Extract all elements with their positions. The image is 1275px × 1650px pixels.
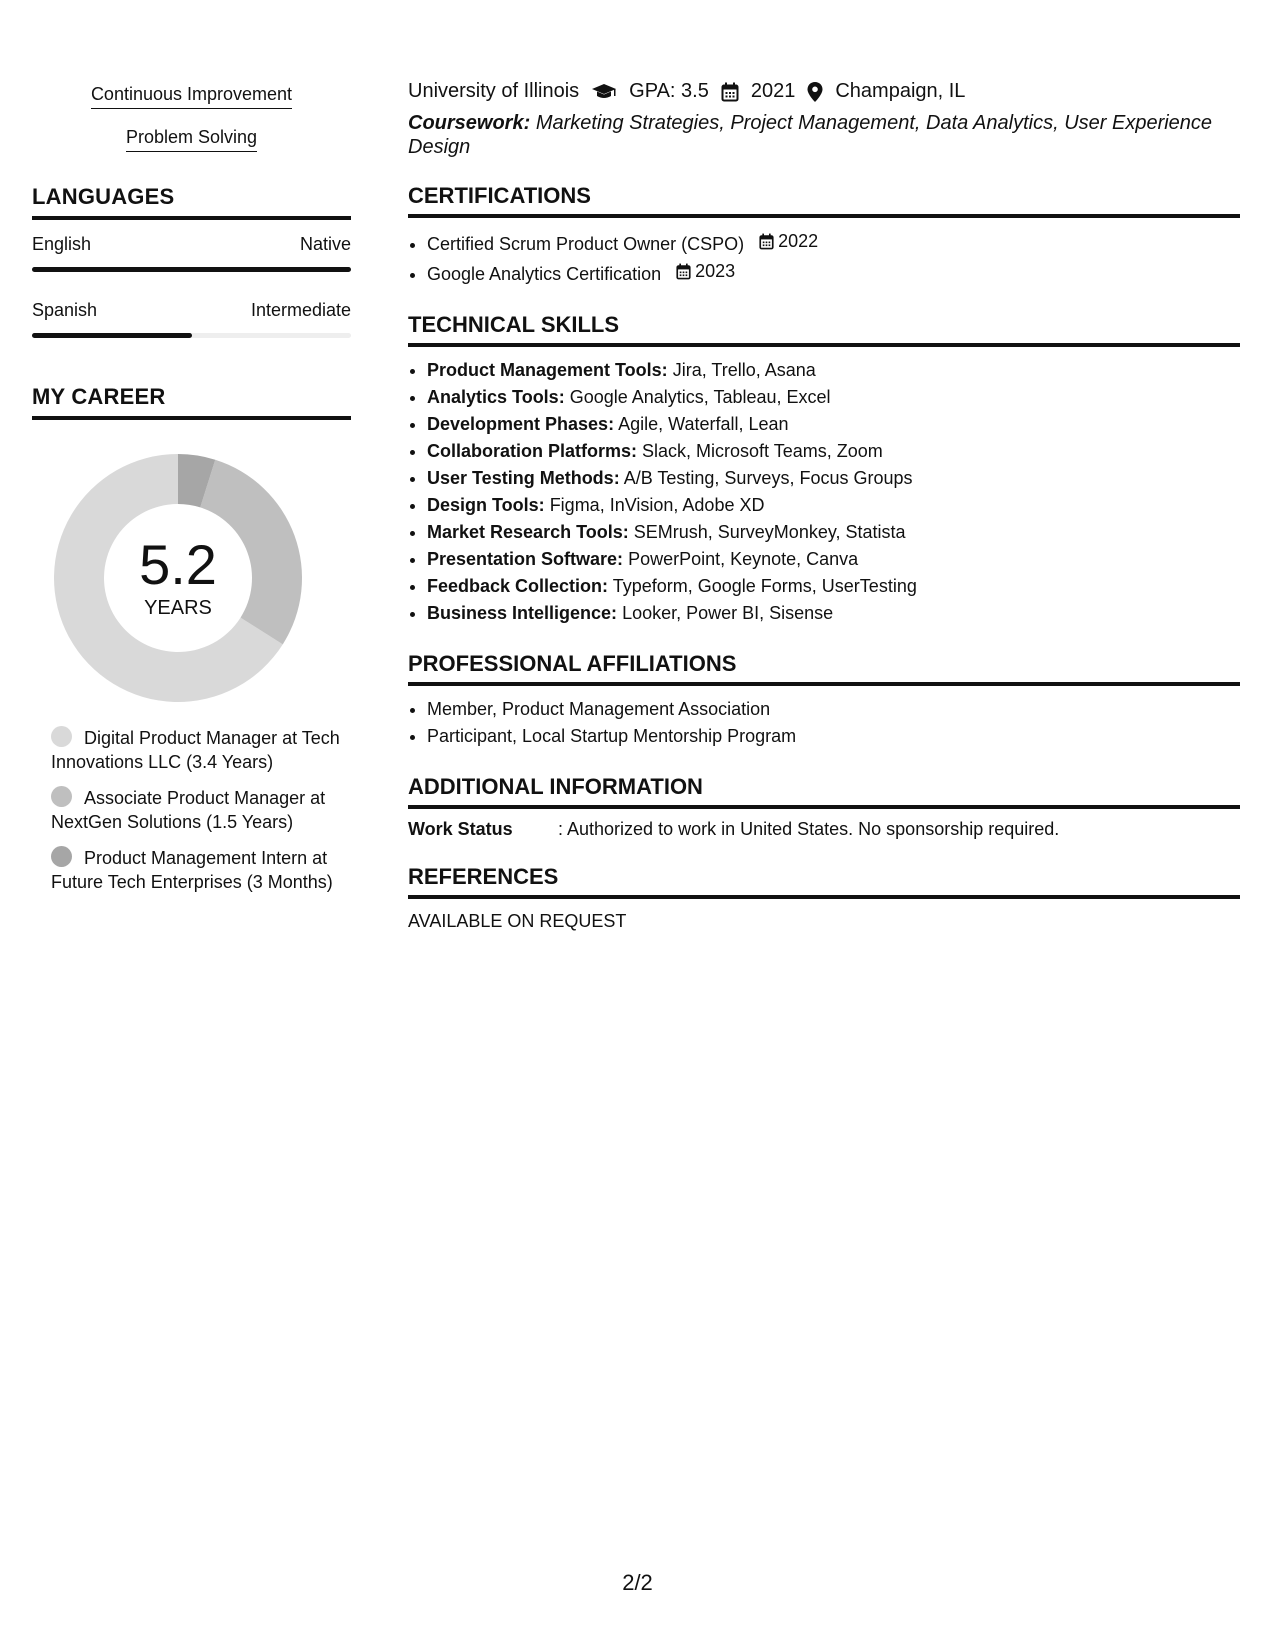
skill-item bbox=[427, 384, 1240, 411]
skill-value: Looker, Power BI, Sisense bbox=[622, 603, 834, 623]
technical-skills-section bbox=[408, 312, 1240, 627]
language-item bbox=[32, 234, 351, 272]
skill-value: Typeform, Google Forms, UserTesting bbox=[612, 576, 917, 596]
skill-value: Figma, InVision, Adobe XD bbox=[549, 495, 765, 515]
school-name: University of Illinois bbox=[408, 80, 580, 102]
gpa: GPA: 3.5 bbox=[629, 80, 709, 102]
legend-item bbox=[51, 726, 341, 774]
certification-name: Certified Scrum Product Owner (CSPO) bbox=[427, 234, 745, 254]
certification-year: 2022 bbox=[778, 231, 819, 251]
coursework-label: Coursework: bbox=[408, 112, 531, 134]
skill-value: A/B Testing, Surveys, Focus Groups bbox=[623, 468, 913, 488]
calendar-icon bbox=[721, 82, 739, 102]
skill-item bbox=[427, 519, 1240, 546]
language-item bbox=[32, 300, 351, 338]
language-name: English bbox=[32, 234, 92, 254]
skill-item bbox=[427, 465, 1240, 492]
technical-skills-heading: TECHNICAL SKILLS bbox=[408, 312, 1240, 347]
graduation-cap-icon bbox=[591, 83, 617, 101]
legend-dot-icon bbox=[51, 846, 72, 867]
calendar-icon bbox=[759, 233, 774, 250]
legend-label: Associate Product Manager at NextGen Solutions (1.5 Years) bbox=[51, 788, 326, 832]
certifications-list bbox=[408, 228, 1240, 288]
language-proficiency-fill bbox=[32, 267, 351, 272]
skill-value: PowerPoint, Keynote, Canva bbox=[628, 549, 859, 569]
languages-heading: LANGUAGES bbox=[32, 184, 351, 220]
legend-item bbox=[51, 846, 341, 894]
legend-dot-icon bbox=[51, 726, 72, 747]
skill-label: Analytics Tools: bbox=[427, 387, 565, 407]
additional-info-section bbox=[408, 774, 1240, 840]
additional-info-heading: ADDITIONAL INFORMATION bbox=[408, 774, 1240, 809]
skill-label: Feedback Collection: bbox=[427, 576, 609, 596]
skill-label: User Testing Methods: bbox=[427, 468, 620, 488]
language-level: Native bbox=[299, 234, 351, 254]
right-column bbox=[408, 80, 1240, 932]
skill-label: Business Intelligence: bbox=[427, 603, 618, 623]
skill-value: SEMrush, SurveyMonkey, Statista bbox=[633, 522, 906, 542]
certification-name: Google Analytics Certification bbox=[427, 264, 662, 284]
references-heading: REFERENCES bbox=[408, 864, 1240, 899]
skill-value: Slack, Microsoft Teams, Zoom bbox=[642, 441, 883, 461]
skill-item bbox=[427, 573, 1240, 600]
affiliation-item: • Participant, Local Startup Mentorship Program bbox=[427, 723, 1240, 750]
career-total-years: 5.2 bbox=[139, 532, 217, 596]
skill-value: Agile, Waterfall, Lean bbox=[618, 414, 789, 434]
affiliations-heading: PROFESSIONAL AFFILIATIONS bbox=[408, 651, 1240, 686]
certification-year: 2023 bbox=[695, 261, 736, 281]
donut-center bbox=[54, 454, 302, 702]
technical-skills-list bbox=[408, 357, 1240, 627]
coursework-list: Marketing Strategies, Project Management, Data Analytics, User Experience Design bbox=[408, 112, 1213, 158]
skill-item bbox=[427, 600, 1240, 627]
language-level: Intermediate bbox=[250, 300, 351, 320]
skill-item bbox=[427, 411, 1240, 438]
coursework bbox=[408, 111, 1240, 159]
language-proficiency-bar bbox=[32, 267, 351, 272]
education-line bbox=[408, 80, 1240, 103]
references-section bbox=[408, 864, 1240, 932]
strength-item bbox=[32, 84, 351, 109]
skill-label: Design Tools: bbox=[427, 495, 545, 515]
left-column bbox=[32, 84, 351, 906]
language-proficiency-bar bbox=[32, 333, 351, 338]
skill-item bbox=[427, 357, 1240, 384]
affiliation-item: • Member, Product Management Association bbox=[427, 696, 1240, 723]
skill-value: Google Analytics, Tableau, Excel bbox=[569, 387, 831, 407]
skill-item bbox=[427, 546, 1240, 573]
work-status-value: : Authorized to work in United States. No sponsorship required. bbox=[558, 819, 1060, 839]
graduation-year: 2021 bbox=[750, 80, 796, 102]
career-total-unit: YEARS bbox=[144, 596, 212, 619]
language-proficiency-fill bbox=[32, 333, 192, 338]
page-number: 2/2 bbox=[622, 1570, 653, 1595]
certifications-heading: CERTIFICATIONS bbox=[408, 183, 1240, 218]
skill-item bbox=[427, 438, 1240, 465]
career-heading: MY CAREER bbox=[32, 384, 351, 420]
legend-label: Digital Product Manager at Tech Innovations LLC (3.4 Years) bbox=[51, 728, 340, 772]
work-status-label: Work Status bbox=[408, 819, 513, 839]
education-location: Champaign, IL bbox=[835, 80, 966, 102]
career-donut-chart bbox=[54, 454, 302, 702]
skill-label: Development Phases: bbox=[427, 414, 615, 434]
career-legend bbox=[51, 726, 341, 894]
strength-label: Continuous Improvement bbox=[91, 84, 292, 109]
skill-label: Presentation Software: bbox=[427, 549, 624, 569]
references-text: AVAILABLE ON REQUEST bbox=[408, 911, 627, 931]
language-name: Spanish bbox=[32, 300, 98, 320]
certifications-section bbox=[408, 183, 1240, 288]
certification-item bbox=[427, 258, 1240, 288]
calendar-icon bbox=[676, 263, 691, 280]
skill-value: Jira, Trello, Asana bbox=[672, 360, 816, 380]
location-pin-icon bbox=[807, 82, 823, 102]
affiliations-list bbox=[408, 696, 1240, 750]
legend-label: Product Management Intern at Future Tech Enterprises (3 Months) bbox=[51, 848, 333, 892]
skill-label: Product Management Tools: bbox=[427, 360, 668, 380]
work-status-row bbox=[408, 819, 1240, 840]
legend-item bbox=[51, 786, 341, 834]
skill-item bbox=[427, 492, 1240, 519]
skill-label: Market Research Tools: bbox=[427, 522, 629, 542]
legend-dot-icon bbox=[51, 786, 72, 807]
strength-label: Problem Solving bbox=[126, 127, 257, 152]
certification-item bbox=[427, 228, 1240, 258]
strength-item bbox=[32, 127, 351, 152]
affiliations-section bbox=[408, 651, 1240, 750]
skill-label: Collaboration Platforms: bbox=[427, 441, 638, 461]
